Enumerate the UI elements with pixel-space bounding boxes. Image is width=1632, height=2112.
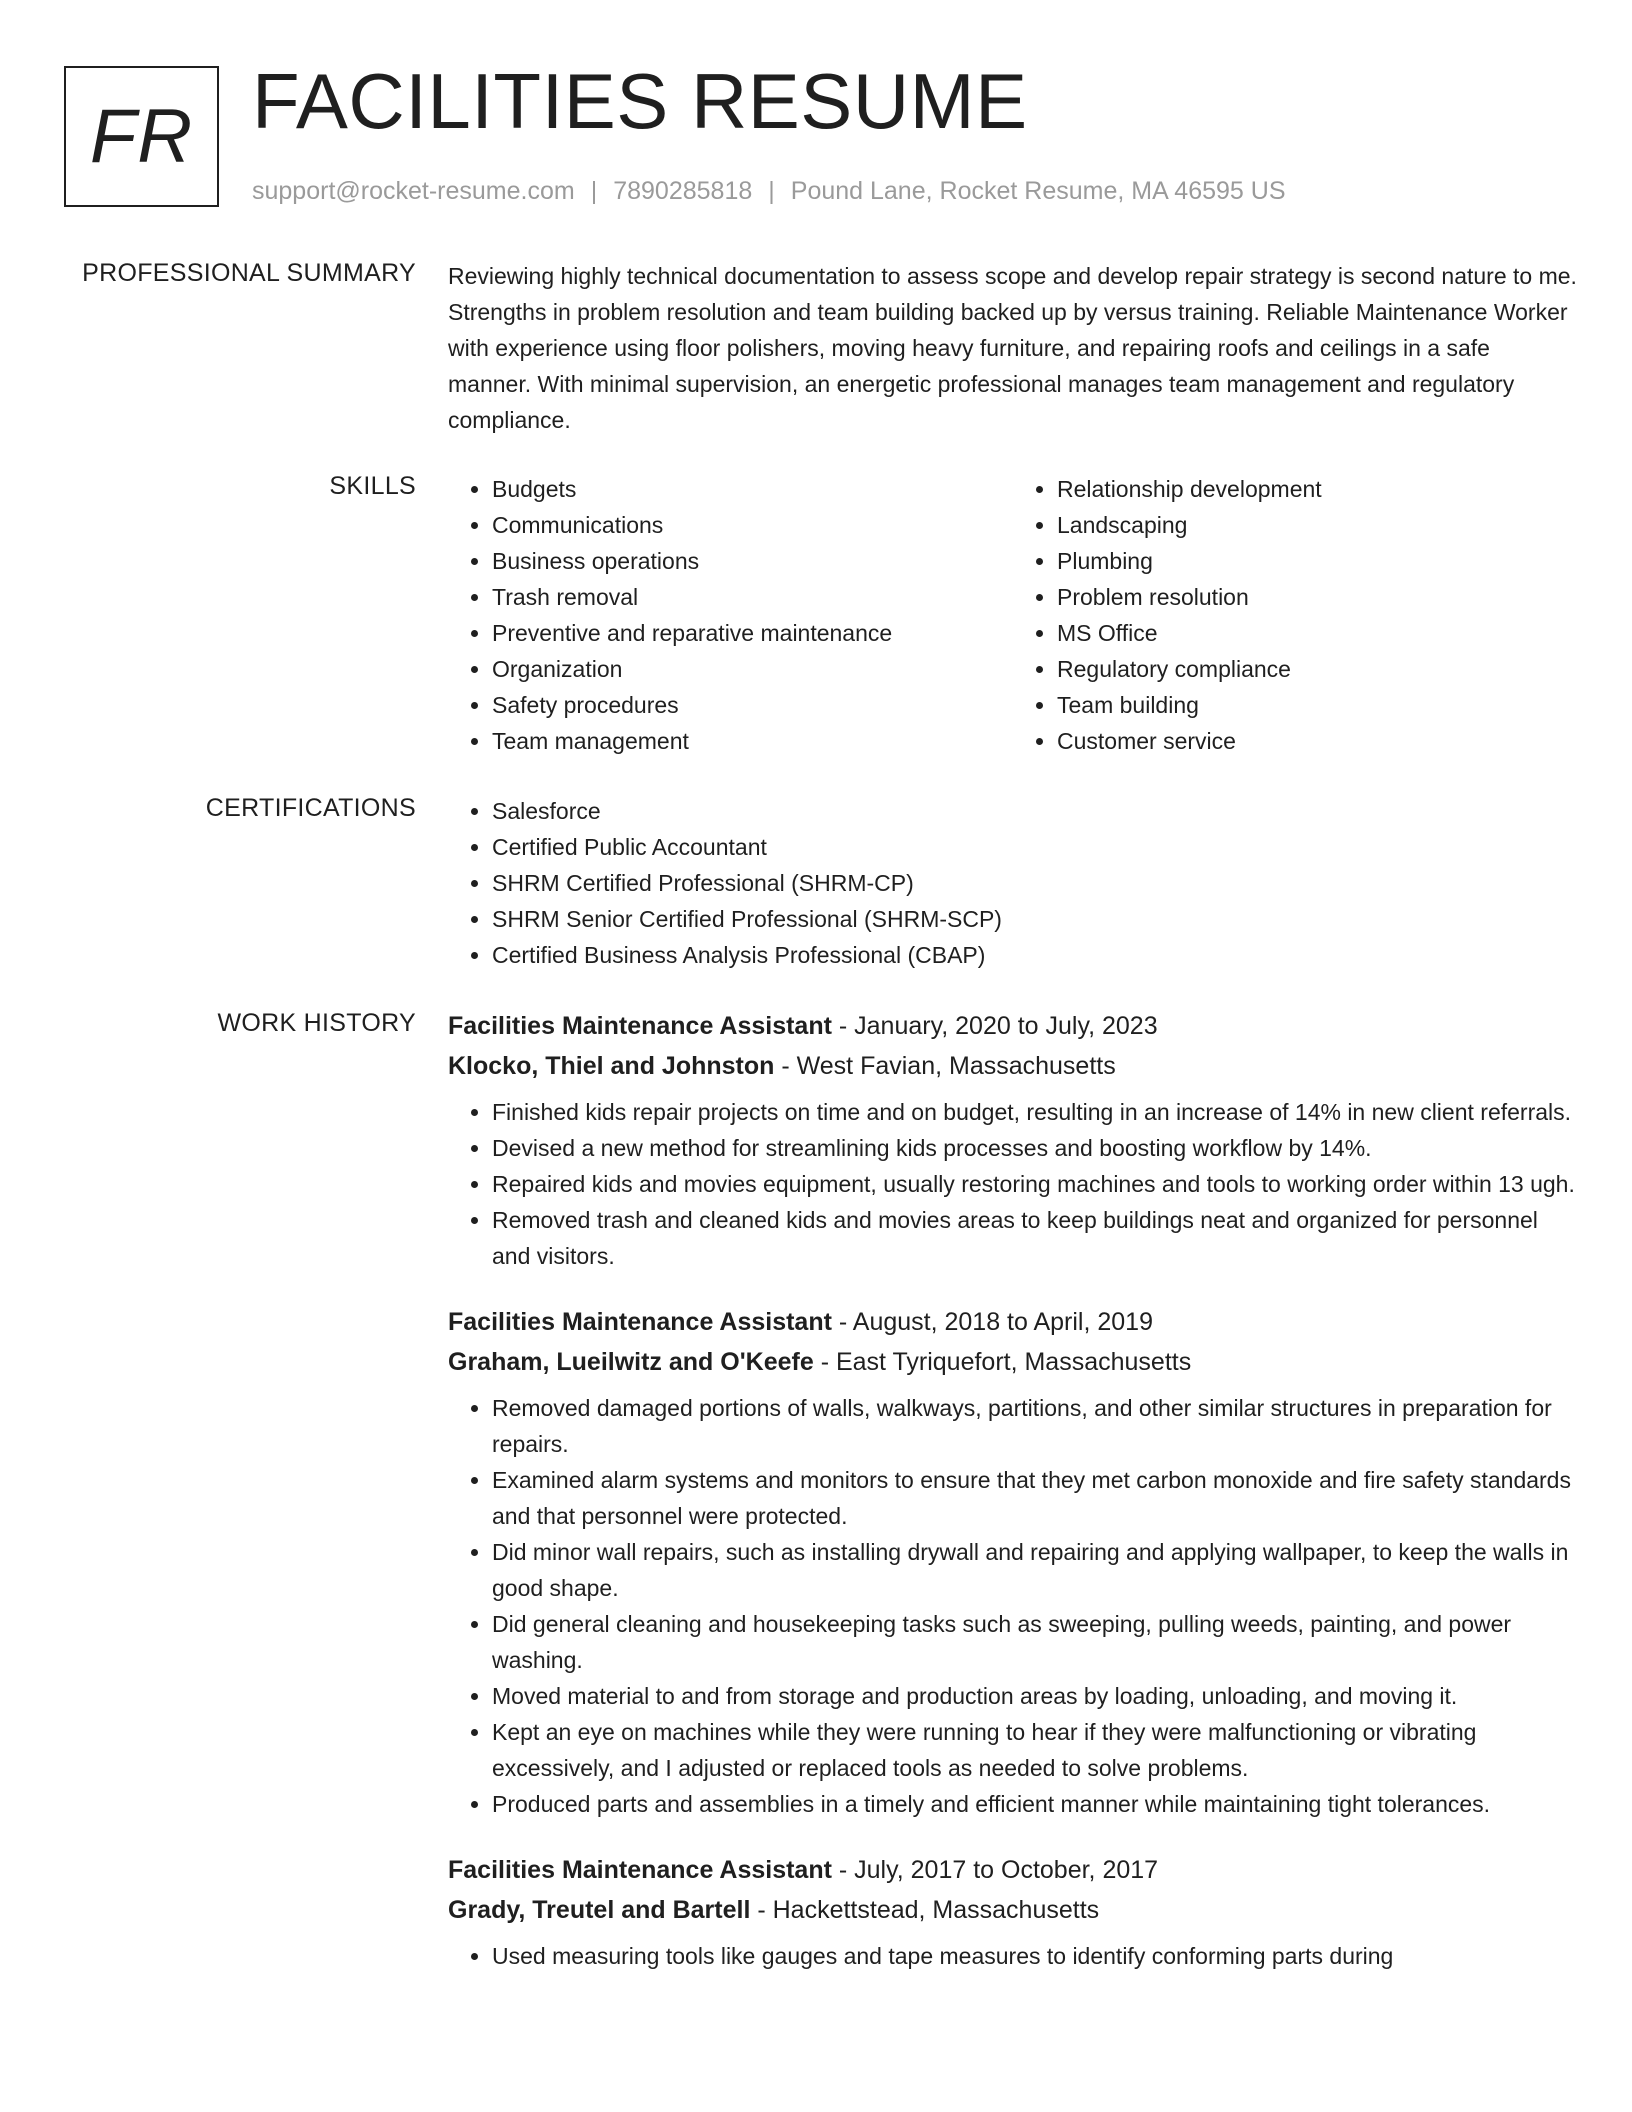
skill-item: • Relationship development	[1057, 471, 1578, 507]
job-location: - West Favian, Massachusetts	[774, 1052, 1116, 1080]
job-bullet: • Produced parts and assemblies in a timely and efficient manner while maintaining tight tolerances.	[492, 1786, 1578, 1822]
skill-item: • Budgets	[492, 471, 1013, 507]
summary-body	[448, 258, 1578, 438]
skill-item: • Problem resolution	[1057, 579, 1578, 615]
job-bullets	[448, 1094, 1578, 1274]
skill-item: • Team management	[492, 723, 1013, 759]
job-bullet: • Removed damaged portions of walls, walkways, partitions, and other similar structures in preparation for repairs.	[492, 1390, 1578, 1462]
job-bullet: • Used measuring tools like gauges and tape measures to identify conforming parts during	[492, 1938, 1578, 1974]
page-title: FACILITIES RESUME	[252, 57, 1028, 145]
skills-body	[448, 471, 1578, 759]
skill-item: • Communications	[492, 507, 1013, 543]
contact-address: Pound Lane, Rocket Resume, MA 46595 US	[790, 177, 1286, 205]
job-bullets	[448, 1938, 1578, 1974]
job-company: Klocko, Thiel and Johnston	[448, 1052, 775, 1080]
contact-separator: |	[590, 177, 598, 205]
job-entry	[448, 1006, 1578, 1274]
contact-separator: |	[768, 177, 775, 205]
section-label-skills: SKILLS	[329, 472, 416, 500]
section-label-certifications: CERTIFICATIONS	[205, 794, 416, 822]
skill-item: • Business operations	[492, 543, 1013, 579]
certification-item: • Certified Public Accountant	[492, 829, 1578, 865]
job-bullet: • Repaired kids and movies equipment, usually restoring machines and tools to working order within 13 ugh.	[492, 1166, 1578, 1202]
contact-email: support@rocket-resume.com	[252, 177, 575, 205]
certification-item: • SHRM Certified Professional (SHRM-CP)	[492, 865, 1578, 901]
job-bullet: • Devised a new method for streamlining kids processes and boosting workflow by 14%.	[492, 1130, 1578, 1166]
job-company: Grady, Treutel and Bartell	[448, 1896, 751, 1924]
skill-item: • Preventive and reparative maintenance	[492, 615, 1013, 651]
skill-item: • Plumbing	[1057, 543, 1578, 579]
monogram-logo: FR	[64, 66, 219, 207]
job-bullet: • Did minor wall repairs, such as installing drywall and repairing and applying wallpaper, to keep the walls in good shape.	[492, 1534, 1578, 1606]
skill-item: • Regulatory compliance	[1057, 651, 1578, 687]
contact-phone: 7890285818	[613, 177, 753, 205]
job-title: Facilities Maintenance Assistant	[448, 1308, 832, 1336]
job-bullets	[448, 1390, 1578, 1822]
job-title-line	[448, 1006, 1578, 1046]
section-label-summary: PROFESSIONAL SUMMARY	[82, 259, 416, 287]
certification-item: • SHRM Senior Certified Professional (SHRM-SCP)	[492, 901, 1578, 937]
job-dates: - July, 2017 to October, 2017	[831, 1856, 1159, 1884]
certifications-body	[448, 793, 1578, 973]
job-title: Facilities Maintenance Assistant	[448, 1856, 832, 1884]
job-title-line	[448, 1302, 1578, 1342]
job-company-line	[448, 1046, 1578, 1086]
job-bullet: • Finished kids repair projects on time and on budget, resulting in an increase of 14% in new client referrals.	[492, 1094, 1578, 1130]
job-bullet: • Removed trash and cleaned kids and movies areas to keep buildings neat and organized for personnel and visitors.	[492, 1202, 1578, 1274]
skill-item: • Organization	[492, 651, 1013, 687]
contact-line	[252, 176, 1286, 206]
job-location: - East Tyriquefort, Massachusetts	[813, 1348, 1192, 1376]
certification-item: • Salesforce	[492, 793, 1578, 829]
job-bullet: • Examined alarm systems and monitors to ensure that they met carbon monoxide and fire safety standards and that personnel were protected.	[492, 1462, 1578, 1534]
skills-list-left	[448, 471, 1013, 759]
skill-item: • Landscaping	[1057, 507, 1578, 543]
job-bullet: • Kept an eye on machines while they were running to hear if they were malfunctioning or vibrating excessively, and I adjusted or replaced tools as needed to solve problems.	[492, 1714, 1578, 1786]
work-history-body	[448, 1006, 1578, 2002]
job-dates: - August, 2018 to April, 2019	[831, 1308, 1153, 1336]
job-entry	[448, 1850, 1578, 1974]
job-dates: - January, 2020 to July, 2023	[831, 1012, 1158, 1040]
job-location: - Hackettstead, Massachusetts	[750, 1896, 1100, 1924]
job-title-line	[448, 1850, 1578, 1890]
certifications-list	[448, 793, 1578, 973]
certification-item: • Certified Business Analysis Professional (CBAP)	[492, 937, 1578, 973]
summary-text: Reviewing highly technical documentation to assess scope and develop repair strategy is second nature to me. Strengths in problem resolution and team building backed up by versus training. Reliable Maintenance Worker with experience using floor polishers, moving heavy furniture, and repairing roofs and ceilings in a safe manner. With minimal supervision, an energetic professional manages team management and regulatory compliance.	[448, 263, 1577, 433]
job-entry	[448, 1302, 1578, 1822]
skill-item: • MS Office	[1057, 615, 1578, 651]
job-bullet: • Did general cleaning and housekeeping tasks such as sweeping, pulling weeds, painting, and power washing.	[492, 1606, 1578, 1678]
job-title: Facilities Maintenance Assistant	[448, 1012, 832, 1040]
job-company-line	[448, 1342, 1578, 1382]
skill-item: • Team building	[1057, 687, 1578, 723]
skill-item: • Customer service	[1057, 723, 1578, 759]
skill-item: • Trash removal	[492, 579, 1013, 615]
section-label-work-history: WORK HISTORY	[217, 1009, 416, 1037]
skills-columns	[448, 471, 1578, 759]
skill-item: • Safety procedures	[492, 687, 1013, 723]
skills-list-right	[1013, 471, 1578, 759]
job-company: Graham, Lueilwitz and O'Keefe	[448, 1348, 814, 1376]
job-company-line	[448, 1890, 1578, 1930]
job-bullet: • Moved material to and from storage and production areas by loading, unloading, and moving it.	[492, 1678, 1578, 1714]
